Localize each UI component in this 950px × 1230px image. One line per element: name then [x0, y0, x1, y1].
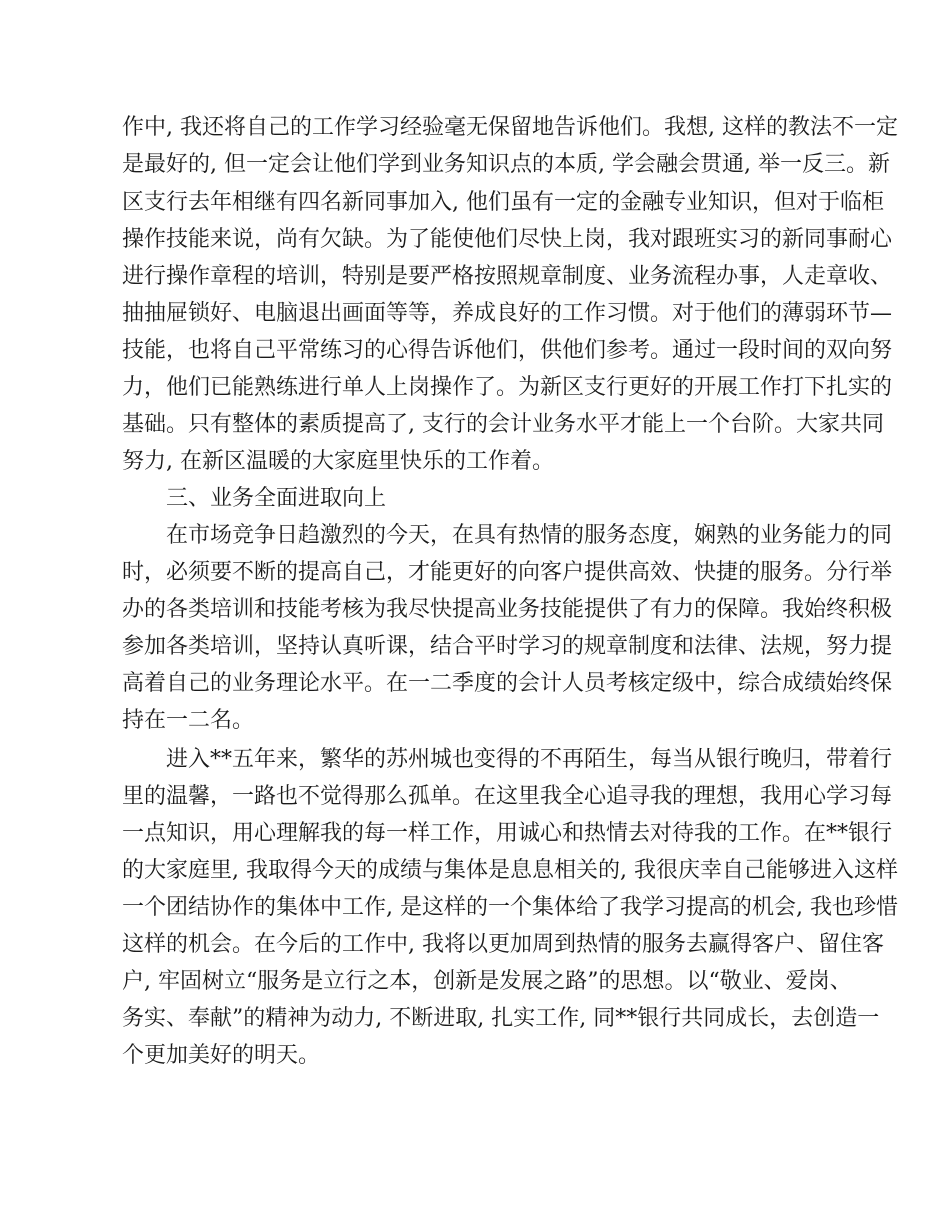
paragraph-1-line: 区支行去年相继有四名新同事加入, 他们虽有一定的金融专业知识，但对于临柜 [122, 190, 884, 215]
paragraph-2-line: 办的各类培训和技能考核为我尽快提高业务技能提供了有力的保障。我始终积极 [122, 597, 893, 622]
paragraph-3-line: 的大家庭里, 我取得今天的成绩与集体是息息相关的, 我很庆幸自己能够进入这样 [122, 858, 898, 883]
paragraph-3-line: 一个团结协作的集体中工作, 是这样的一个集体给了我学习提高的机会, 我也珍惜 [122, 895, 898, 920]
paragraph-2-line: 参加各类培训，坚持认真听课，结合平时学习的规章制度和法律、法规，努力提 [122, 634, 893, 659]
paragraph-3-line: 户, 牢固树立“服务是立行之本，创新是发展之路”的思想。以“敬业、爱岗、 [122, 969, 852, 994]
paragraph-3-line: 这样的机会。在今后的工作中, 我将以更加周到热情的服务去赢得客户、留住客 [122, 932, 884, 957]
paragraph-1-line: 进行操作章程的培训，特别是要严格按照规章制度、业务流程办事，人走章收、 [122, 264, 893, 289]
paragraph-1-line: 是最好的, 但一定会让他们学到业务知识点的本质, 学会融会贯通, 举一反三。新 [122, 152, 890, 177]
paragraph-2-line: 时，必须要不断的提高自己，才能更好的向客户提供高效、快捷的服务。分行举 [122, 560, 893, 585]
paragraph-2-line: 持在一二名。 [122, 708, 255, 733]
paragraph-3-line: 进入**五年来，繁华的苏州城也变得的不再陌生，每当从银行晚归，带着行 [166, 747, 893, 772]
paragraph-3-line: 务实、奉献”的精神为动力, 不断进取, 扎实工作, 同**银行共同成长，去创造一 [122, 1006, 880, 1031]
paragraph-1-line: 技能，也将自己平常练习的心得告诉他们，供他们参考。通过一段时间的双向努 [122, 338, 893, 363]
paragraph-2-line: 在市场竞争日趋激烈的今天，在具有热情的服务态度，娴熟的业务能力的同 [166, 523, 893, 548]
paragraph-1-line: 抽抽屉锁好、电脑退出画面等等，养成良好的工作习惯。对于他们的薄弱环节— [122, 301, 893, 326]
paragraph-3-line: 一点知识，用心理解我的每一样工作，用诚心和热情去对待我的工作。在**银行 [122, 821, 893, 846]
paragraph-1-line: 力，他们已能熟练进行单人上岗操作了。为新区支行更好的开展工作打下扎实的 [122, 375, 893, 400]
paragraph-1-line: 努力, 在新区温暖的大家庭里快乐的工作着。 [122, 449, 554, 474]
paragraph-1-line: 作中, 我还将自己的工作学习经验毫无保留地告诉他们。我想, 这样的教法不一定 [122, 115, 898, 140]
paragraph-1-line: 基础。只有整体的素质提高了, 支行的会计业务水平才能上一个台阶。大家共同 [122, 412, 884, 437]
paragraph-2-line: 高着自己的业务理论水平。在一二季度的会计人员考核定级中，综合成绩始终保 [122, 671, 893, 696]
paragraph-3-line: 里的温馨，一路也不觉得那么孤单。在这里我全心追寻我的理想，我用心学习每 [122, 784, 893, 809]
paragraph-1-line: 操作技能来说，尚有欠缺。为了能使他们尽快上岗，我对跟班实习的新同事耐心 [122, 227, 893, 252]
paragraph-3-line: 个更加美好的明天。 [122, 1043, 321, 1068]
section-heading: 三、业务全面进取向上 [166, 486, 387, 511]
